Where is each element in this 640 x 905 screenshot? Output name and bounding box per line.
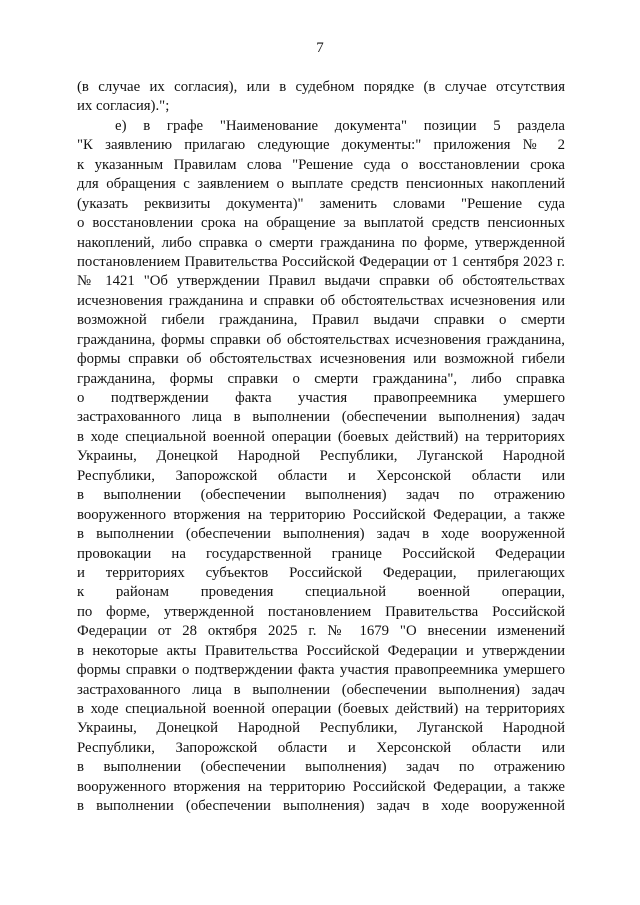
document-body <box>77 78 565 817</box>
text-line: формы справки об обстоятельствах исчезновения или возможной гибели <box>77 351 565 368</box>
text-line: застрахованного лица в выполнении (обеспечении выполнения) задач <box>77 409 565 426</box>
text-line: в ходе специальной военной операции (боевых действий) на территориях <box>77 701 565 717</box>
text-line: и территориях субъектов Российской Федерации, прилегающих <box>77 564 565 581</box>
text-line: исчезновения гражданина и справки об обстоятельствах исчезновения или <box>77 292 565 309</box>
text-line: (указать реквизиты документа)" заменить словами "Решение суда <box>77 195 565 212</box>
text-line: провокации на государственной границе Российской Федерации <box>77 545 565 562</box>
text-line: к районам проведения специальной военной операции, <box>77 584 565 601</box>
text-line: к указанным Правилам слова "Решение суда о восстановлении срока <box>77 156 565 173</box>
text-line: Федерации от 28 октября 2025 г. № 1679 "О внесении изменений <box>77 623 565 640</box>
text-line: Республики, Запорожской области и Херсонской области или <box>77 739 565 756</box>
page-number: 7 <box>316 40 324 56</box>
text-line: вооруженного вторжения на территорию Российской Федерации, а также <box>77 778 565 795</box>
text-line: в ходе специальной военной операции (боевых действий) на территориях <box>77 428 565 445</box>
text-line: накоплений, либо справка о смерти гражданина по форме, утвержденной <box>77 234 565 251</box>
text-line: в выполнении (обеспечении выполнения) задач по отражению <box>77 759 565 776</box>
text-line: Украины, Донецкой Народной Республики, Луганской Народной <box>77 720 565 737</box>
text-line: для обращения с заявлением о выплате средств пенсионных накоплений <box>77 176 565 193</box>
text-line: гражданина, формы справки об обстоятельствах исчезновения гражданина, <box>77 331 565 348</box>
text-line: в выполнении (обеспечении выполнения) задач по отражению <box>77 487 565 504</box>
text-line: возможной гибели гражданина, Правил выдачи справки о смерти <box>77 312 565 329</box>
text-line: Республики, Запорожской области и Херсонской области или <box>77 467 565 484</box>
text-line: "К заявлению прилагаю следующие документы:" приложения № 2 <box>77 137 565 154</box>
text-line: в выполнении (обеспечении выполнения) задач в ходе вооруженной <box>77 526 565 543</box>
text-line: по форме, утвержденной постановлением Правительства Российской <box>77 603 565 620</box>
text-line: их согласия)."; <box>77 98 170 115</box>
text-line: № 1421 "Об утверждении Правил выдачи справки об обстоятельствах <box>77 273 565 290</box>
text-line: в некоторые акты Правительства Российской Федерации и утверждении <box>77 642 565 659</box>
text-line: постановлением Правительства Российской Федерации от 1 сентября 2023 г. <box>77 253 565 270</box>
text-line: формы справки о подтверждении факта участия правопреемника умершего <box>77 662 565 679</box>
text-line: застрахованного лица в выполнении (обеспечении выполнения) задач <box>77 681 565 698</box>
text-line: (в случае их согласия), или в судебном порядке (в случае отсутствия <box>77 79 565 95</box>
text-line: о восстановлении срока на обращение за выплатой средств пенсионных <box>77 215 565 232</box>
text-line: гражданина, формы справки о смерти гражданина", либо справка <box>77 370 565 387</box>
text-line: о подтверждении факта участия правопреемника умершего <box>77 390 565 406</box>
text-line: Украины, Донецкой Народной Республики, Луганской Народной <box>77 448 565 465</box>
text-line: в выполнении (обеспечении выполнения) задач в ходе вооруженной <box>77 798 565 815</box>
paragraph-first-line: е) в графе "Наименование документа" позиции 5 раздела <box>115 117 565 134</box>
text-line: вооруженного вторжения на территорию Российской Федерации, а также <box>77 506 565 523</box>
